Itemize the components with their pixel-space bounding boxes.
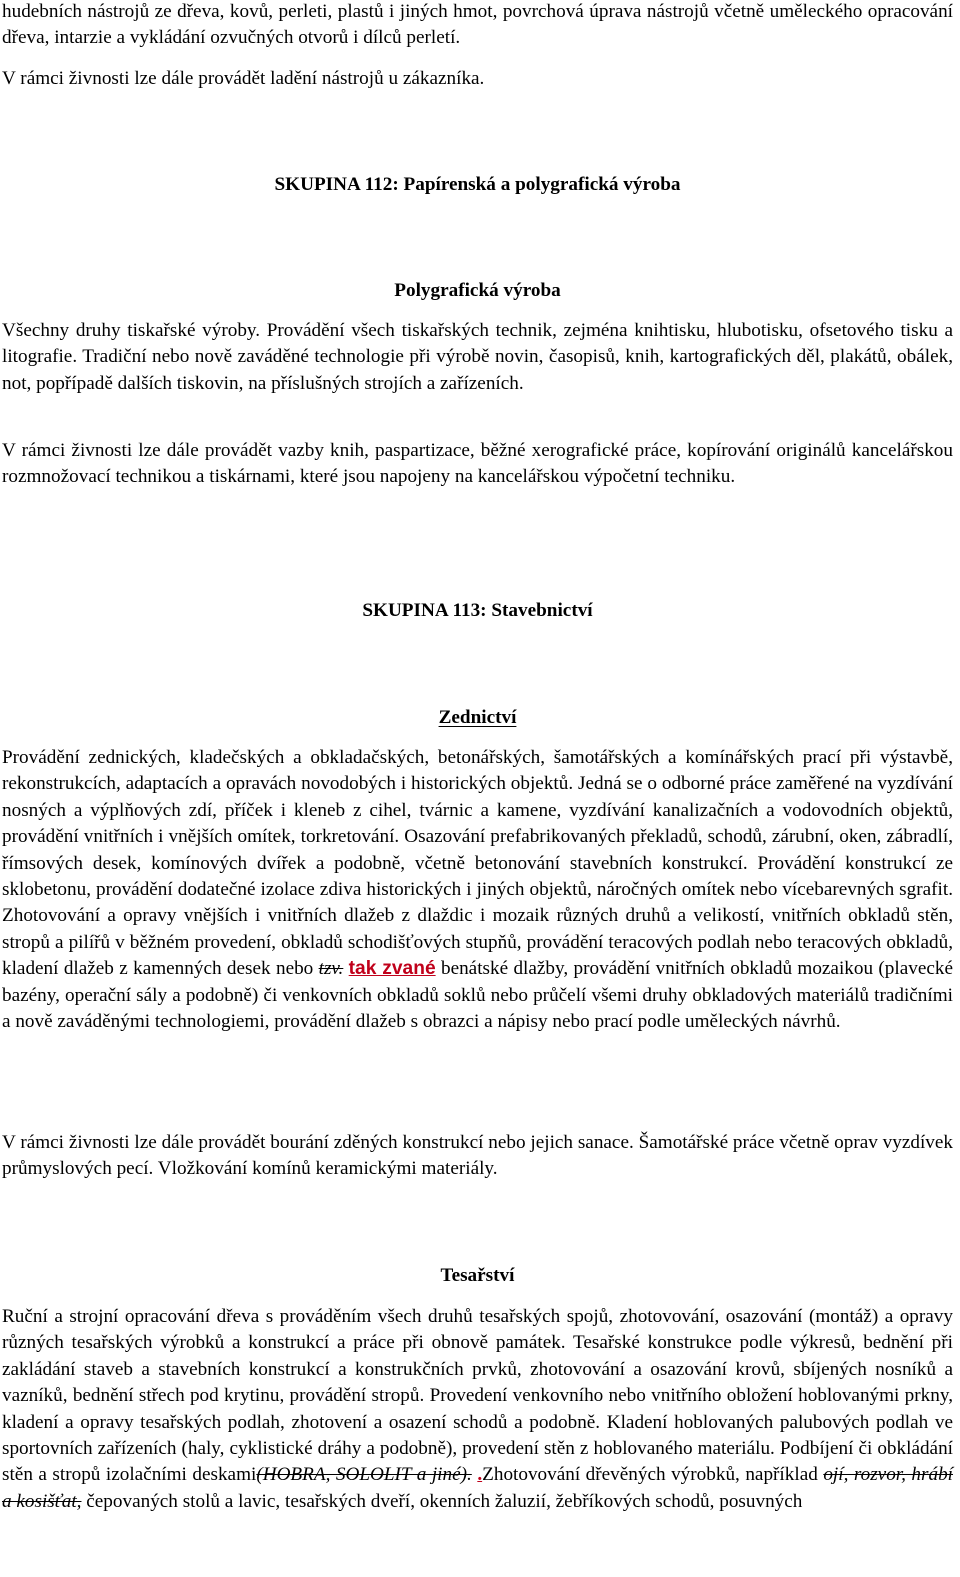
tesarstvi-paragraph-1 <box>2 1304 953 1515</box>
zednictvi-heading-text: Zednictví <box>438 707 517 728</box>
intro-paragraph-1: hudebních nástrojů ze dřeva, kovů, perleti, plastů i jiných hmot, povrchová úprava nástrojů včetně uměleckého opracování dřeva, intarzie a vykládání ozvučných otvorů i dílců perletí. <box>2 1 953 49</box>
group-113-heading: SKUPINA 113: Stavebnictví <box>362 600 593 621</box>
zednictvi-paragraph-1 <box>2 745 953 1035</box>
polygraficka-paragraph-1: Všechny druhy tiskařské výroby. Provádění všech tiskařských technik, zejména knihtisku, hlubotisku, ofsetového tisku a litografie. Tradiční nebo nově zaváděné technologie při výrobě novin, časopisů, knih, kartografických děl, plakátů, obálek, not, popřípadě dalších tiskovin, na příslušných strojích a zařízeních. <box>2 320 953 394</box>
tesarstvi-text-part-1: Ruční a strojní opracování dřeva s prováděním všech druhů tesařských spojů, zhotovování, osazování (montáž) a opravy různých tesařských výrobků a konstrukcí a práce při obnově památek. Tesařské konstrukce podle výkresů, bednění při zakládání staveb a stavebních konstrukcí a konstrukčních prvků, zhotovování a osazování krovů, sbíjených nosníků a vazníků, bednění střech pod krytinu, provádění stropů. Provedení venkovního nebo vnitřního obložení hoblovanými prkny, kladení a opravy tesařských podlah, zhotovení a osazení schodů a podobně. Kladení hoblovaných palubových podlah ve sportovních zařízeních (haly, cyklistické dráhy a podobně), provedení stěn z hoblovaného materiálu. Podbíjení či obkládání stěn a stropů izolačními deskami <box>2 1306 953 1486</box>
zednictvi-text-part-1: Provádění zednických, kladečských a obkladačských, betonářských, šamotářských a komínářských prací při výstavbě, rekonstrukcích, adaptacích a opravách novodobých i historických objektů. Jedná se o odborné práce zaměřené na vyzdívání nosných a výplňových zdí, příček i kleneb z cihel, tvárnic a kamene, vyzdívání kanalizačních a vodovodních objektů, provádění vnitřních i vnějších omítek, torkretování. Osazování prefabrikovaných překladů, schodů, zárubní, oken, zábradlí, římsových desek, komínových dvířek a podobně, včetně betonování stavebních konstrukcí. Provádění konstrukcí ze sklobetonu, provádění dodatečné izolace zdiva historických i jiných objektů, náročných omítek nebo vícebarevných sgrafit. Zhotovování a opravy vnějších i vnitřních dlažeb z dlaždic i mozaik různých druhů a velikostí, vnitřních obkladů stěn, stropů a pilířů v běžném provedení, obkladů schodišťových stupňů, provádění teracových podlah nebo teracových obkladů, kladení dlažeb z kamenných desek nebo <box>2 747 953 980</box>
inserted-text: . <box>477 1464 483 1486</box>
zednictvi-heading <box>2 705 953 731</box>
polygraficka-paragraph-2: V rámci živnosti lze dále provádět vazby knih, paspartizace, běžné xerografické práce, kopírování originálů kancelářskou rozmnožovací technikou a tiskárnami, které jsou napojeny na kancelářskou výpočetní techniku. <box>2 440 953 488</box>
deleted-text: (HOBRA, SOLOLIT a jiné). <box>256 1464 472 1486</box>
inserted-text: tak zvané <box>348 958 436 980</box>
intro-paragraph-2: V rámci živnosti lze dále provádět ladění nástrojů u zákazníka. <box>2 68 485 89</box>
group-112-heading: SKUPINA 112: Papírenská a polygrafická výroba <box>274 174 681 195</box>
deleted-text: ojí, rozvor, hrábí a kosišťat, <box>2 1464 954 1512</box>
zednictvi-paragraph-2: V rámci živnosti lze dále provádět bourání zděných konstrukcí nebo jejich sanace. Šamotářské práce včetně oprav vyzdívek průmyslových pecí. Vložkování komínů keramickými materiály. <box>2 1132 953 1180</box>
tesarstvi-text-part-3: čepovaných stolů a lavic, tesařských dveří, okenních žaluzií, žebříkových schodů, posuvných <box>81 1490 803 1512</box>
polygraficka-vyroba-heading: Polygrafická výroba <box>394 280 561 301</box>
tesarstvi-heading: Tesařství <box>440 1265 515 1286</box>
zednictvi-text-part-2: benátské dlažby, provádění vnitřních obkladů mozaikou (plavecké bazény, operační sály a podobně) či venkovních obkladů soklů nebo průčelí všemi druhy obkladových materiálů tradičními a nově zaváděnými technologiemi, provádění dlažeb s obrazci a nápisy nebo prací podle uměleckých návrhů. <box>2 958 953 1033</box>
deleted-text: tzv. <box>318 958 344 980</box>
tesarstvi-text-part-2: Zhotovování dřevěných výrobků, například <box>482 1464 824 1486</box>
